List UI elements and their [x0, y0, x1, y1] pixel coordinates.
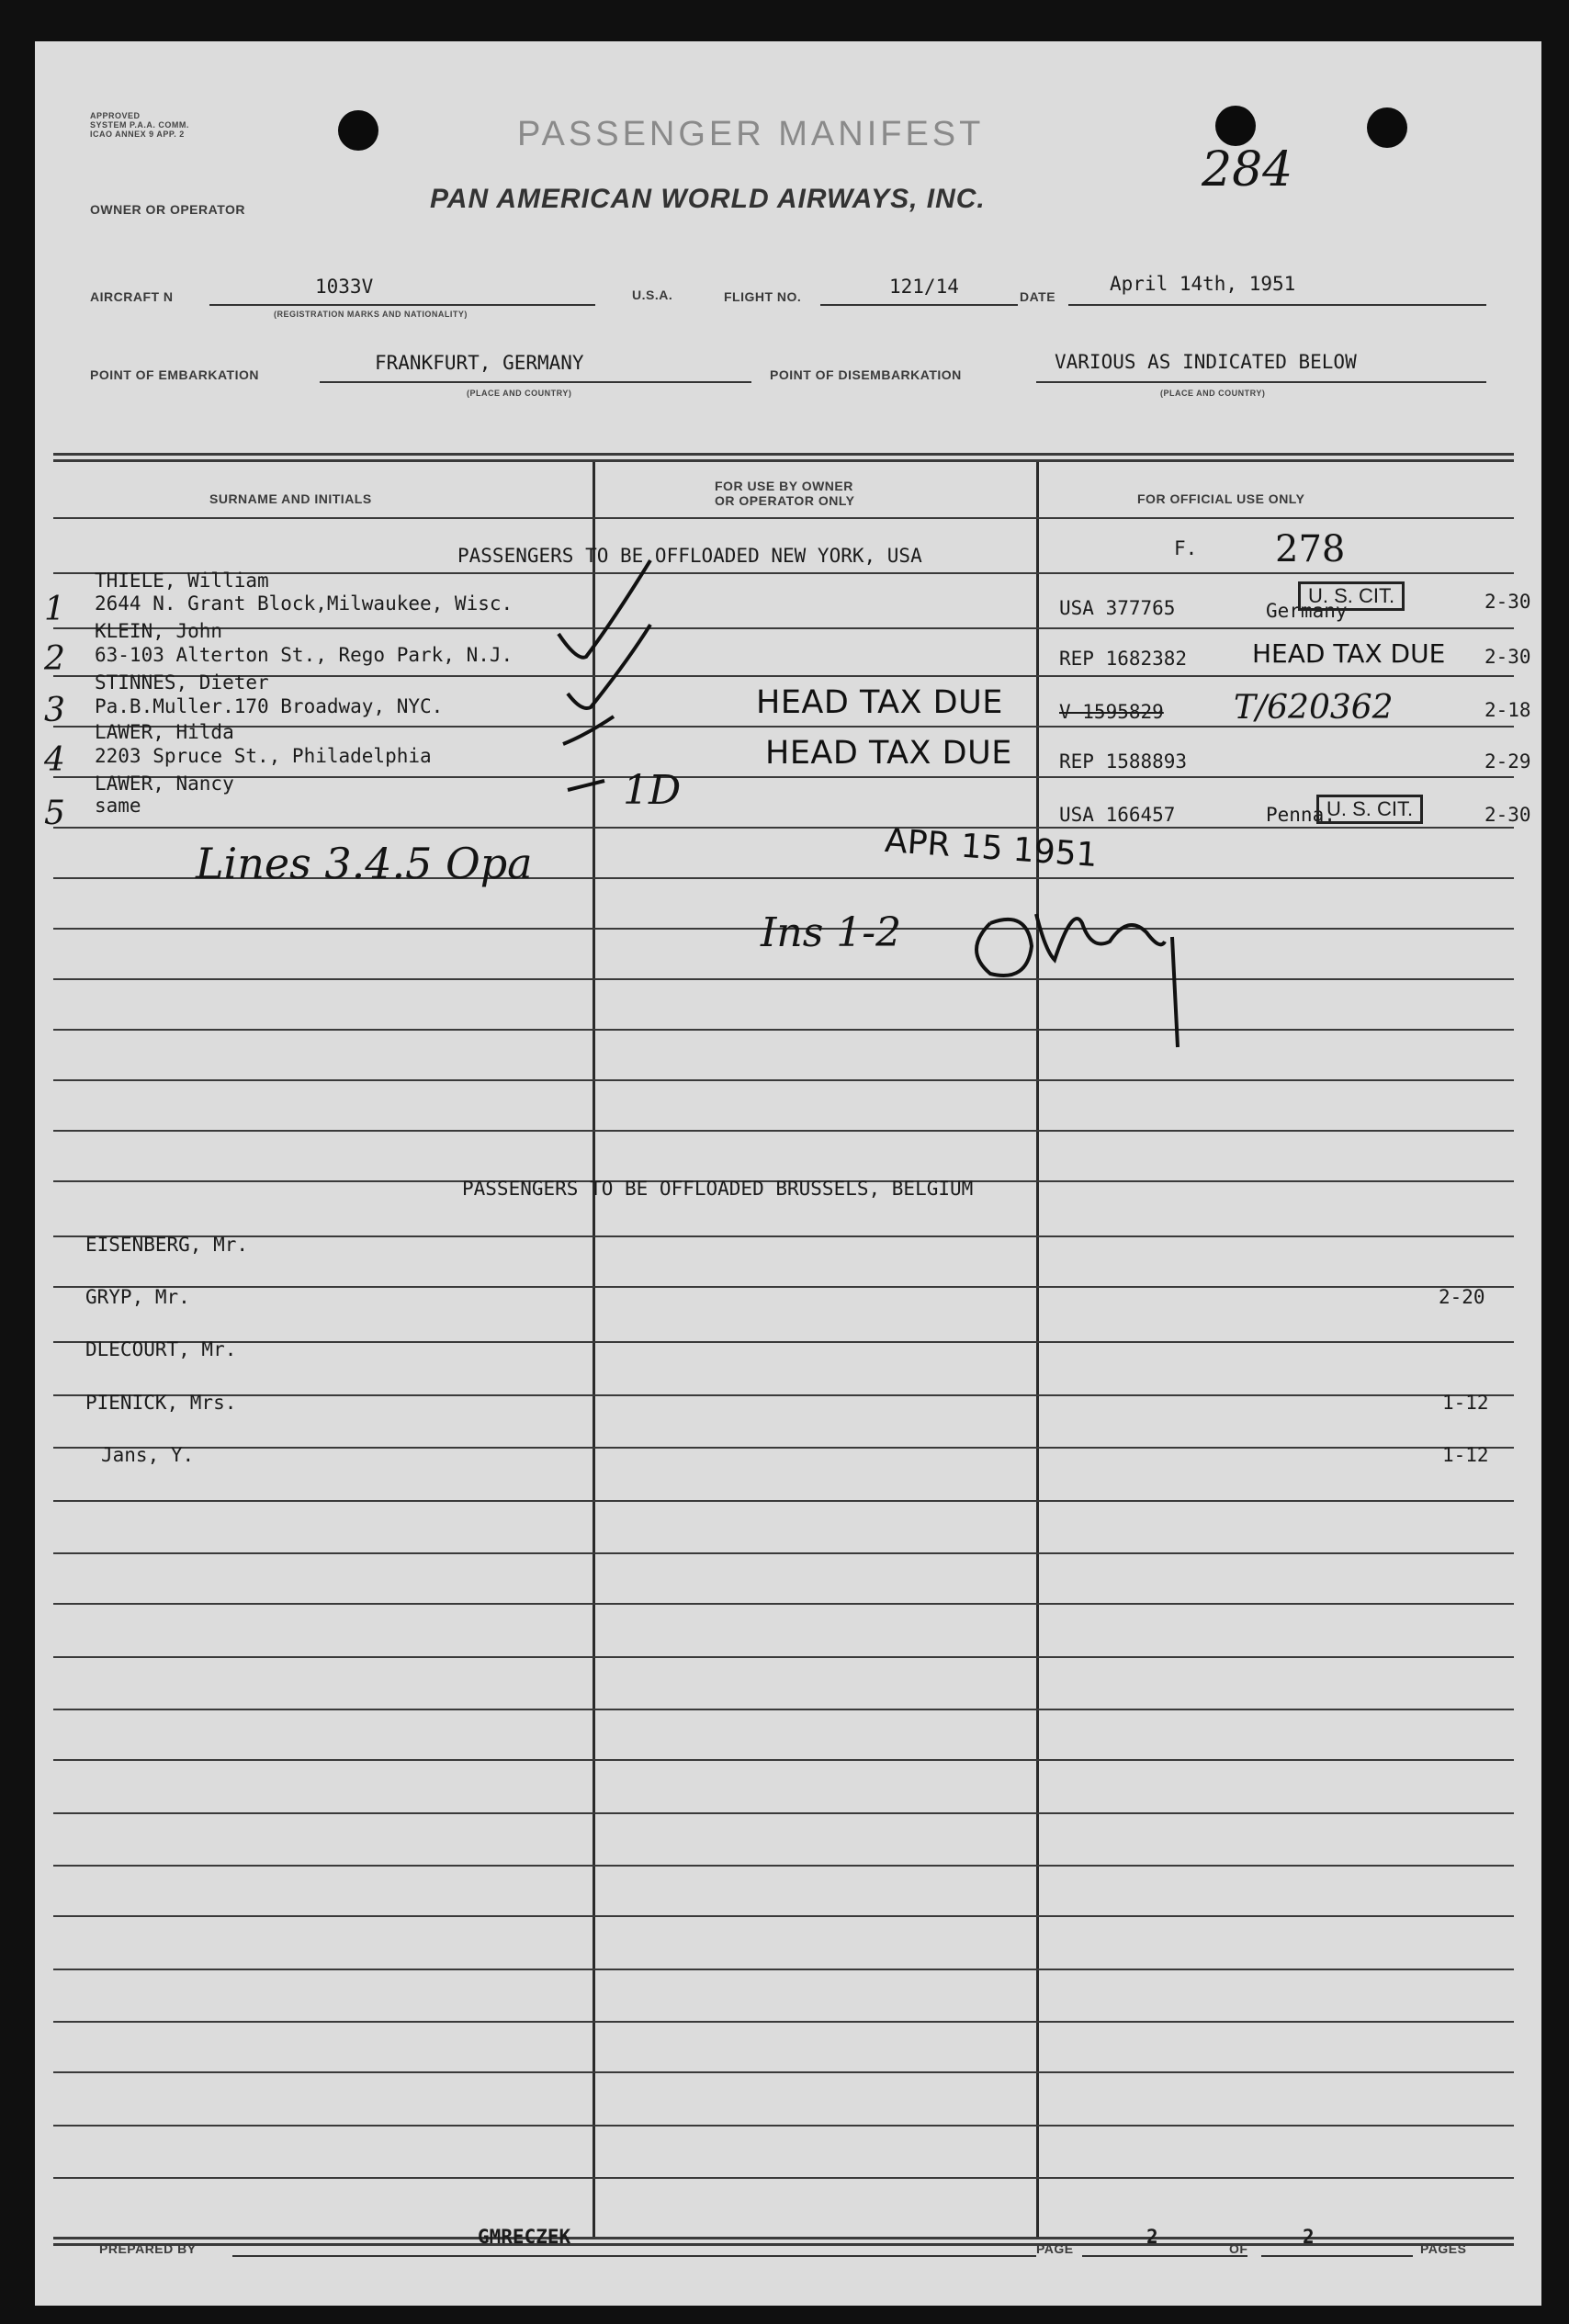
date-label: DATE [1020, 289, 1056, 304]
approved-line: APPROVED [90, 111, 141, 120]
us-cit-stamp: U. S. CIT. [1316, 795, 1423, 824]
embark-place: FRANKFURT, GERMANY [375, 352, 584, 374]
signature [954, 886, 1229, 1070]
form-title: PASSENGER MANIFEST [517, 115, 985, 153]
passenger-code: 2-29 [1484, 750, 1531, 773]
passenger-doc: V 1595829 [1059, 701, 1164, 723]
passenger-name: Jans, Y. [101, 1444, 195, 1466]
of-label: OF [1229, 2241, 1248, 2256]
disembark-sub: (PLACE AND COUNTRY) [1160, 389, 1266, 398]
flight-label: FLIGHT NO. [724, 289, 802, 304]
passenger-address: 2203 Spruce St., Philadelphia [95, 745, 432, 767]
aircraft-number: 1033V [315, 276, 374, 298]
passenger-code: 2-18 [1484, 699, 1531, 721]
manifest-sheet [35, 41, 1541, 2306]
punch-hole [1367, 107, 1407, 148]
passenger-doc: REP 1588893 [1059, 750, 1188, 773]
received-stamp-date: APR 15 1951 [883, 821, 1099, 875]
disembark-place: VARIOUS AS INDICATED BELOW [1055, 351, 1357, 373]
us-cit-stamp: U. S. CIT. [1298, 581, 1405, 611]
aircraft-label: AIRCRAFT N [90, 289, 174, 304]
col-owner-use: OR OPERATOR ONLY [715, 493, 855, 508]
handwritten-initials: Ins 1-2 [761, 909, 902, 956]
passenger-name: LAWER, Nancy [95, 773, 234, 795]
passenger-name: STINNES, Dieter [95, 671, 269, 694]
passenger-code: 2-20 [1439, 1286, 1485, 1308]
embark-label: POINT OF EMBARKATION [90, 367, 259, 382]
passenger-name: KLEIN, John [95, 620, 223, 642]
pages-label: PAGES [1420, 2241, 1467, 2256]
punch-hole [1215, 106, 1256, 146]
passenger-name: THIELE, William [95, 570, 269, 592]
head-tax-note: HEAD TAX DUE [1252, 638, 1446, 669]
col-surname: SURNAME AND INITIALS [209, 491, 372, 506]
passenger-address: same [95, 795, 141, 817]
handwritten-page-number: 284 [1202, 142, 1293, 197]
flight-date: April 14th, 1951 [1110, 273, 1296, 295]
section2-heading: PASSENGERS TO BE OFFLOADED BRUSSELS, BELGIUM [462, 1178, 974, 1200]
aircraft-sub: (REGISTRATION MARKS AND NATIONALITY) [274, 310, 468, 319]
passenger-code: 1-12 [1442, 1444, 1489, 1466]
passenger-name: DLECOURT, Mr. [85, 1338, 237, 1360]
row-number: 2 [44, 640, 65, 678]
passenger-address: 2644 N. Grant Block,Milwaukee, Wisc. [95, 592, 514, 615]
approved-line: SYSTEM P.A.A. COMM. [90, 120, 189, 130]
official-mark: F. [1174, 537, 1198, 559]
col-official: FOR OFFICIAL USE ONLY [1137, 491, 1305, 506]
passenger-code: 1-12 [1442, 1392, 1489, 1414]
owner-label: OWNER OR OPERATOR [90, 202, 245, 217]
passenger-note: Penna. [1266, 804, 1336, 826]
passenger-code: 2-30 [1484, 646, 1531, 668]
passenger-doc: USA 166457 [1059, 804, 1176, 826]
approved-line: ICAO ANNEX 9 APP. 2 [90, 130, 185, 139]
passenger-code: 2-30 [1484, 804, 1531, 826]
page-label: PAGE [1036, 2241, 1074, 2256]
row-number: 1 [44, 591, 65, 628]
head-tax-stamp: HEAD TAX DUE [765, 735, 1012, 772]
row-number: 5 [44, 795, 65, 832]
passenger-name: EISENBERG, Mr. [85, 1234, 249, 1256]
page-number: 2 [1146, 2226, 1158, 2248]
head-tax-stamp: HEAD TAX DUE [756, 684, 1003, 721]
passenger-note: Germany [1266, 600, 1348, 622]
passenger-address: 63-103 Alterton St., Rego Park, N.J. [95, 644, 514, 666]
prepared-label: PREPARED BY [99, 2241, 197, 2256]
disembark-label: POINT OF DISEMBARKATION [770, 367, 962, 382]
passenger-address: Pa.B.Muller.170 Broadway, NYC. [95, 695, 444, 717]
pages-total: 2 [1303, 2226, 1315, 2248]
passenger-name: LAWER, Hilda [95, 721, 234, 743]
embark-sub: (PLACE AND COUNTRY) [467, 389, 572, 398]
passenger-doc: REP 1682382 [1059, 648, 1188, 670]
passenger-code: 2-30 [1484, 591, 1531, 613]
handwritten-number: T/620362 [1234, 689, 1394, 727]
prepared-by: GMRECZEK [478, 2226, 571, 2248]
section1-heading: PASSENGERS TO BE OFFLOADED NEW YORK, USA [457, 545, 922, 567]
row-number: 3 [44, 692, 65, 729]
passenger-name: GRYP, Mr. [85, 1286, 190, 1308]
col-owner-use: FOR USE BY OWNER [715, 479, 853, 493]
handwritten-lines-note: Lines 3.4.5 Opa [196, 839, 533, 888]
punch-hole [338, 110, 378, 151]
passenger-doc: USA 377765 [1059, 597, 1176, 619]
usa-label: U.S.A. [632, 288, 673, 302]
official-note: 278 [1275, 528, 1346, 570]
flight-number: 121/14 [889, 276, 959, 298]
passenger-name: PIENICK, Mrs. [85, 1392, 237, 1414]
handwritten-mark: 1D [623, 767, 682, 814]
owner-name: PAN AMERICAN WORLD AIRWAYS, INC. [430, 184, 986, 214]
row-number: 4 [44, 741, 65, 779]
